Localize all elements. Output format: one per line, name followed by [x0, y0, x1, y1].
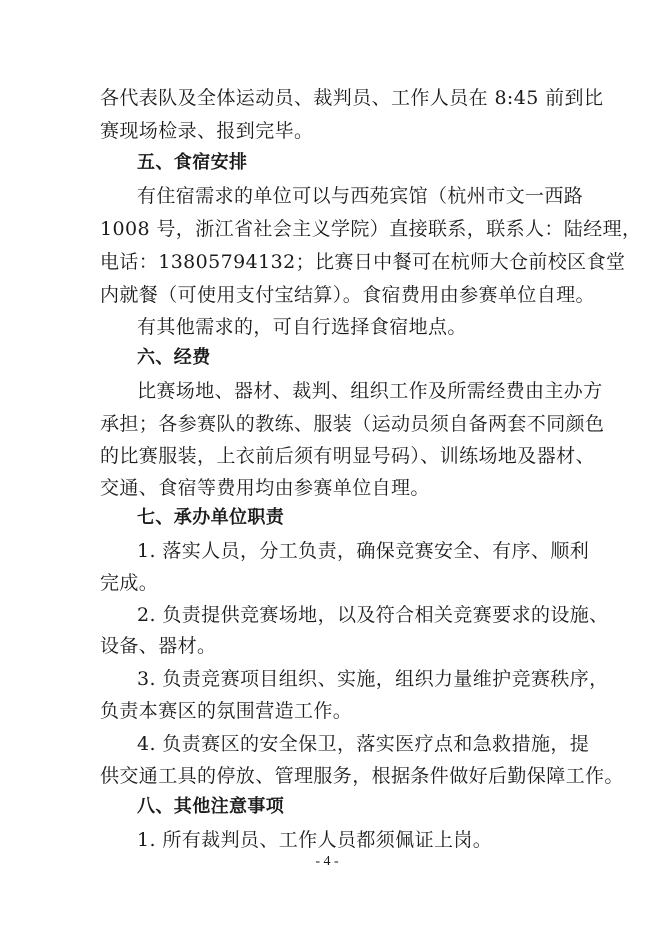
- body-text-line: 的比赛服装，上衣前后须有明显号码）、训练场地及器材、: [100, 445, 595, 467]
- body-text-line: 内就餐（可使用支付宝结算）。食宿费用由参赛单位自理。: [100, 284, 595, 306]
- body-text-line: 各代表队及全体运动员、裁判员、工作人员在 8:45 前到比: [100, 87, 604, 109]
- body-text-line: 负责本赛区的氛围营造工作。: [100, 700, 353, 722]
- body-text-line: 完成。: [100, 572, 159, 594]
- body-text-line: 交通、食宿等费用均由参赛单位自理。: [100, 477, 430, 499]
- body-text-line: 有住宿需求的单位可以与西苑宾馆（杭州市文一西路: [137, 185, 584, 207]
- body-text-line: 4. 负责赛区的安全保卫，落实医疗点和急救措施，提: [137, 733, 590, 755]
- body-text-line: 1. 所有裁判员、工作人员都须佩证上岗。: [137, 829, 493, 851]
- body-text-line: 供交通工具的停放、管理服务，根据条件做好后勤保障工作。: [100, 765, 624, 787]
- page-number: - 4 -: [315, 854, 339, 869]
- body-text-line: 比赛场地、器材、裁判、组织工作及所需经费由主办方: [137, 380, 603, 402]
- body-text-line: 承担；各参赛队的教练、服装（运动员须自备两套不同颜色: [100, 413, 605, 435]
- body-text-line: 1. 落实人员，分工负责，确保竞赛安全、有序、顺利: [137, 540, 590, 562]
- section-heading-other-notes: 八、其他注意事项: [137, 796, 285, 817]
- section-heading-organizer-duties: 七、承办单位职责: [137, 507, 285, 528]
- body-text-line: 有其他需求的，可自行选择食宿地点。: [137, 316, 467, 338]
- body-text-line: 2. 负责提供竞赛场地，以及符合相关竞赛要求的设施、: [137, 604, 609, 626]
- body-text-line: 3. 负责竞赛项目组织、实施，组织力量维护竞赛秩序，: [137, 668, 609, 690]
- section-heading-accommodation: 五、食宿安排: [137, 152, 248, 173]
- section-heading-funding: 六、经费: [137, 347, 211, 368]
- body-text-line: 1008 号，浙江省社会主义学院）直接联系，联系人：陆经理，: [100, 218, 642, 240]
- body-text-line: 设备、器材。: [100, 635, 217, 657]
- body-text-line: 赛现场检录、报到完毕。: [100, 120, 314, 142]
- body-text-line: 电话：13805794132；比赛日中餐可在杭师大仓前校区食堂: [100, 251, 626, 273]
